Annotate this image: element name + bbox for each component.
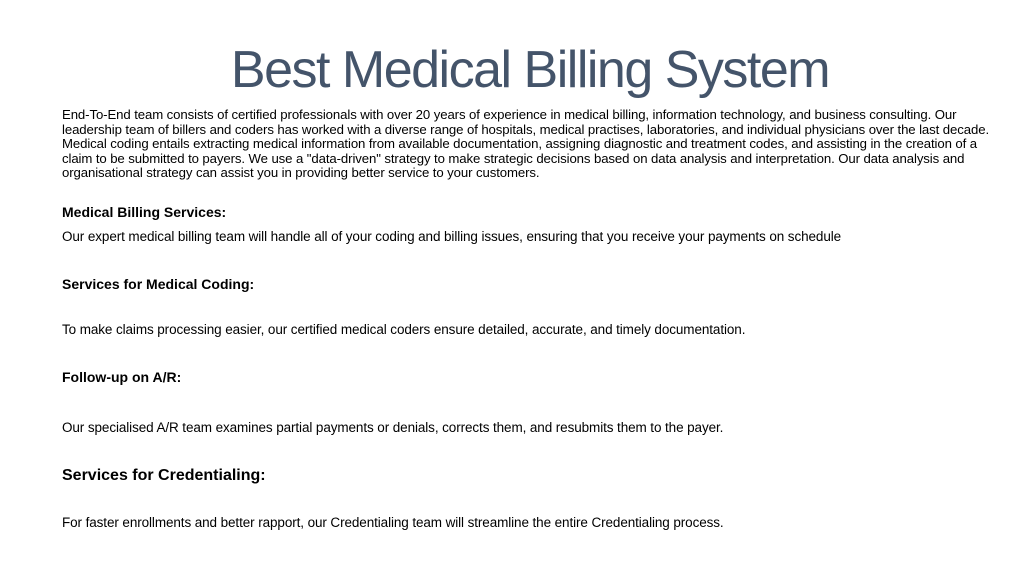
heading-credentialing: Services for Credentialing: [62, 467, 266, 484]
text-medical-billing-services: Our expert medical billing team will handle all of your coding and billing issues, ensuring that you receive your payments on schedule [62, 229, 842, 244]
heading-ar-follow-up: Follow-up on A/R: [62, 369, 182, 385]
heading-medical-billing-services: Medical Billing Services: [62, 204, 227, 220]
heading-medical-coding: Services for Medical Coding: [62, 276, 255, 292]
text-ar-follow-up: Our specialised A/R team examines partial payments or denials, corrects them, and resubmits them to the payer. [62, 420, 724, 435]
slide-title: Best Medical Billing System [230, 41, 830, 99]
text-medical-coding: To make claims processing easier, our certified medical coders ensure detailed, accurate, and timely documentation. [62, 322, 746, 337]
intro-paragraph: End-To-End team consists of certified professionals with over 20 years of experience in medical billing, information technology, and business consulting. Our leadership team of billers and coders has worked with a diverse range of hospitals, medical practises, laboratories, and individual physicians over the last decade. Medical coding entails extracting medical information from available documentation, assigning diagnostic and treatment codes, and assisting in the creation of a claim to be submitted to payers. We use a "data-driven" strategy to make strategic decisions based on data analysis and interpretation. Our data analysis and organisational strategy can assist you in providing better service to your customers. [62, 107, 990, 181]
text-credentialing: For faster enrollments and better rapport, our Credentialing team will streamline the entire Credentialing process. [62, 515, 724, 530]
